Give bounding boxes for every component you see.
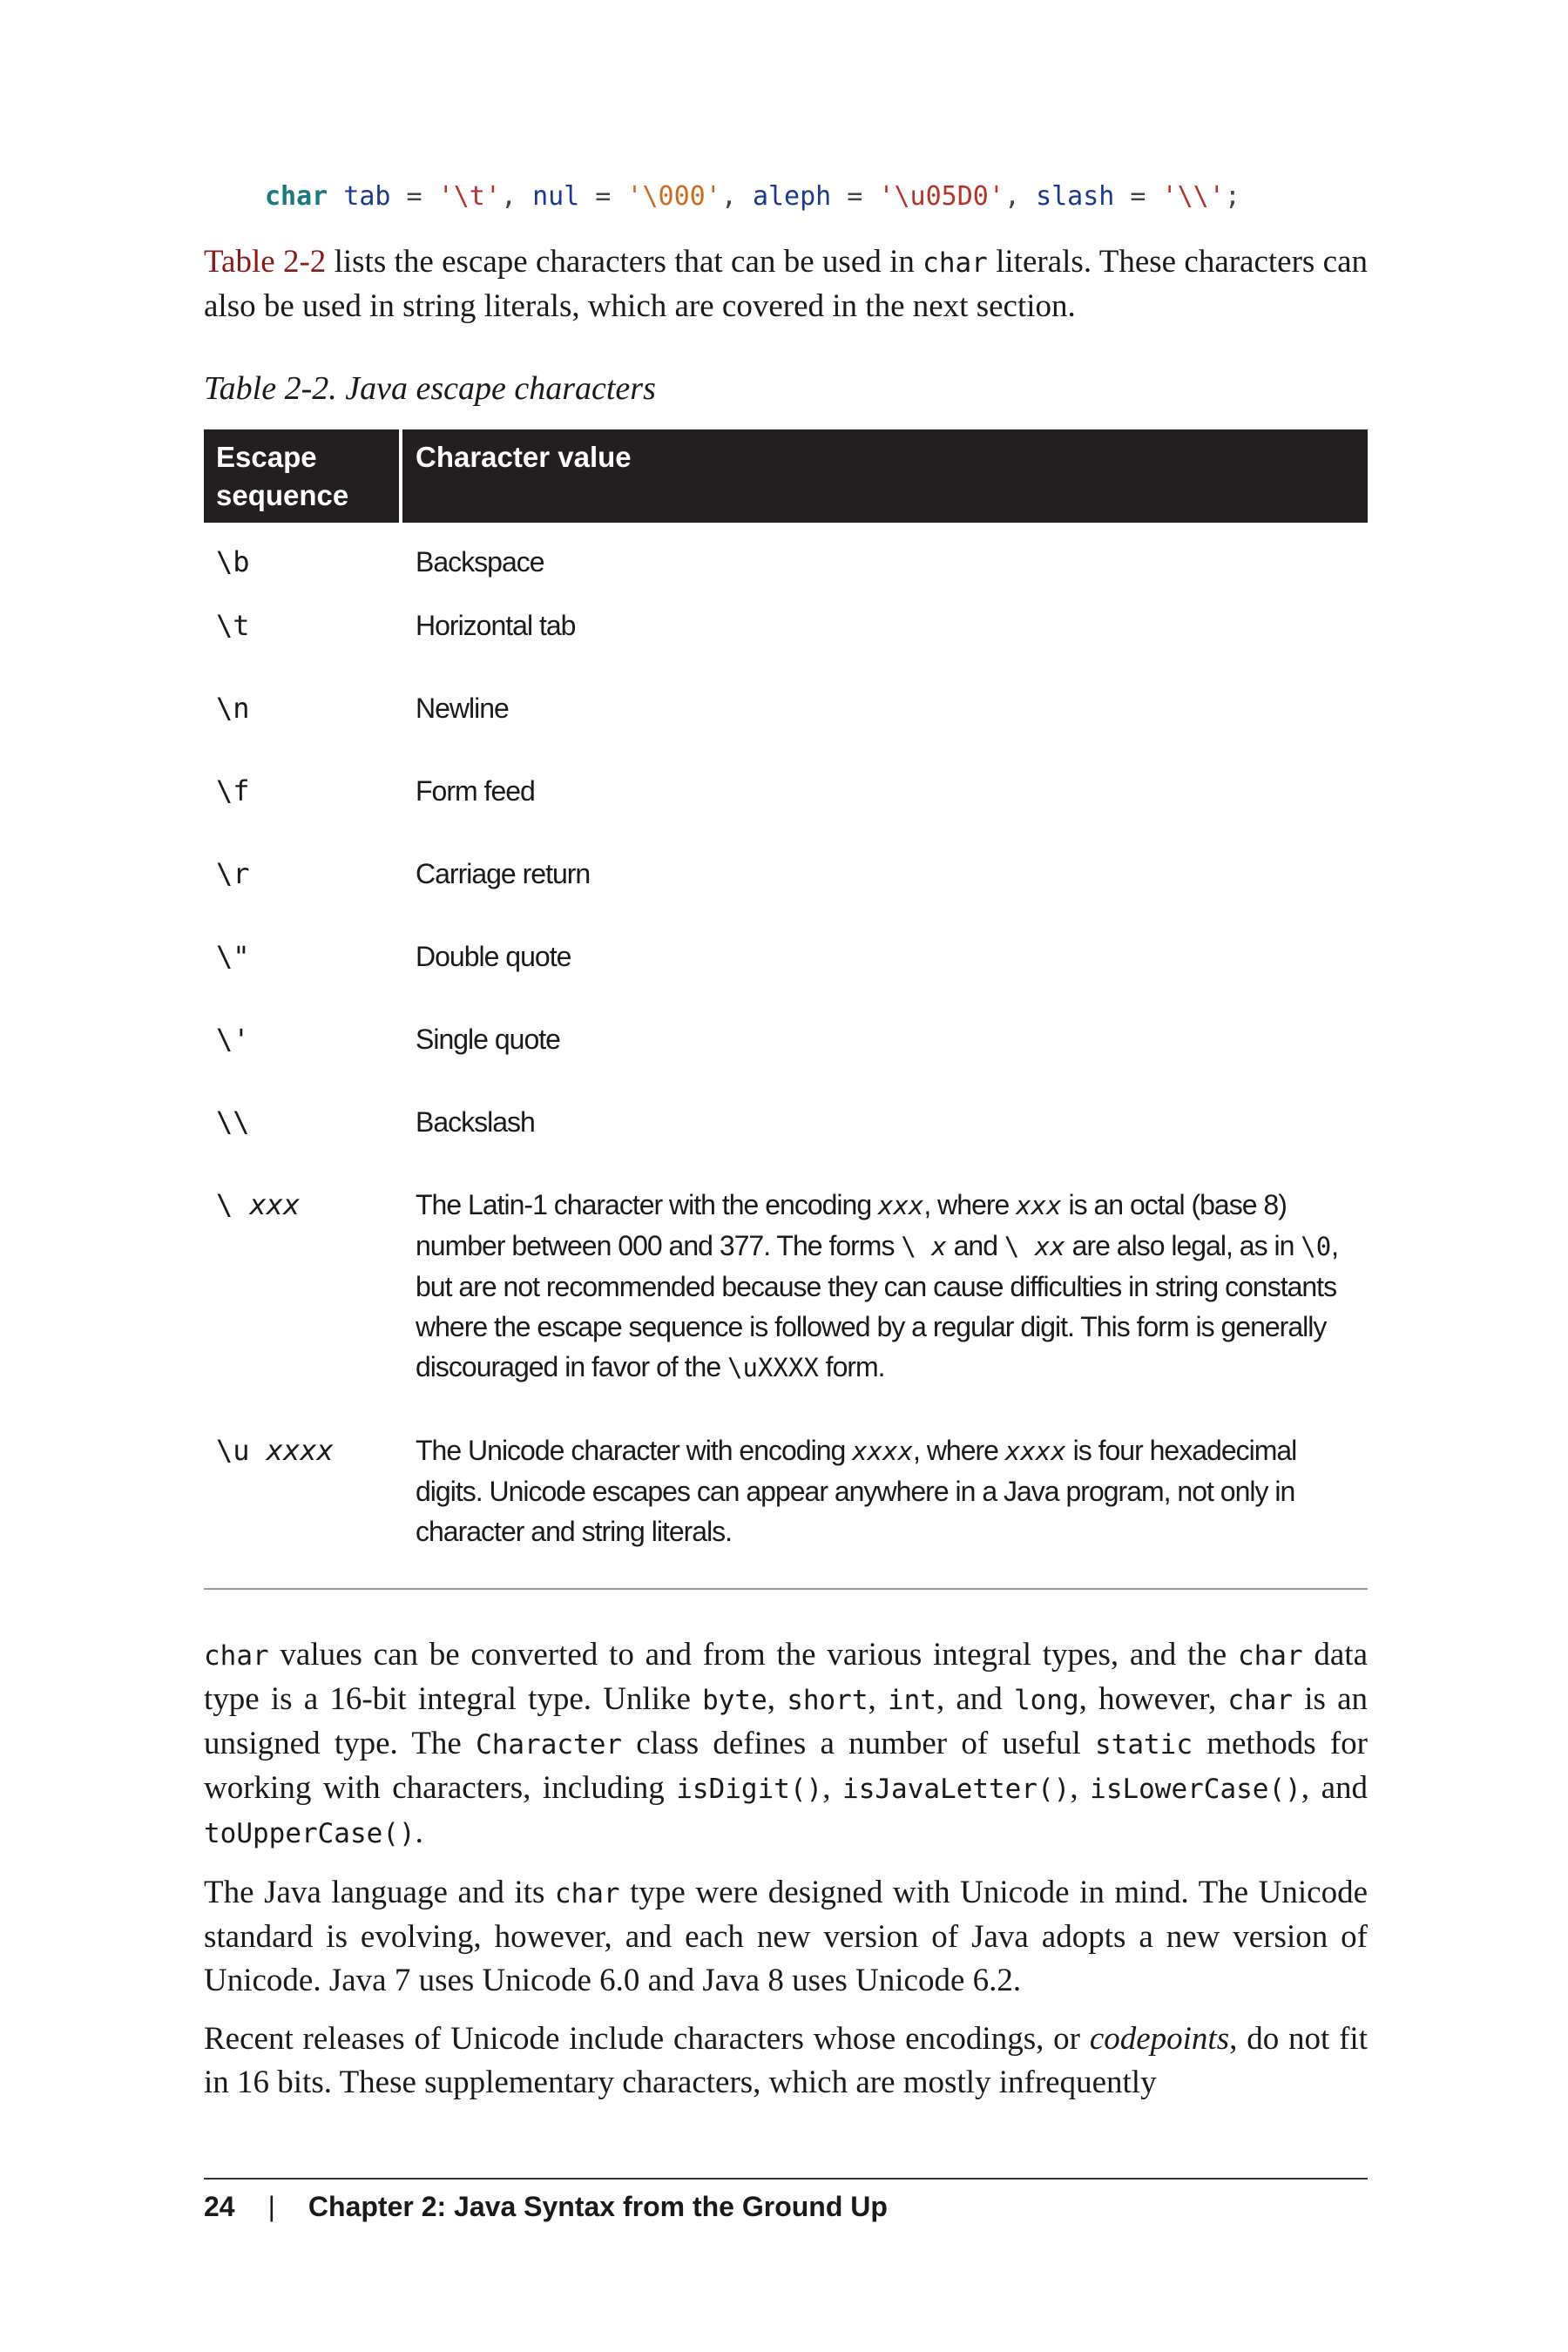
table-caption: Table 2-2. Java escape characters: [204, 370, 656, 407]
char-conversion-paragraph: char values can be converted to and from the various integral types, and the char data type is a 16-bit integral type. Unlike byte, short, int, and long, however, char is an unsigned type. The Character class defines a number of useful static methods for working with characters, including isDigit(), isJavaLetter(), isLowerCase(), and toUpperCase().: [204, 1637, 1369, 1850]
table-bottom-rule: [204, 1588, 1368, 1590]
header-escape-sequence: Escape sequence: [216, 441, 349, 511]
chapter-title: Chapter 2: Java Syntax from the Ground Up: [308, 2191, 888, 2222]
code-example: char tab = '\t', nul = '\000', aleph = '\u05D0', slash = '\\';: [265, 181, 1240, 212]
page-footer: [204, 2191, 888, 2223]
table-row-unicode: \u xxxx The Unicode character with encoding xxxx, where xxxx is four hexadecimal digits. Unicode escapes can appear anywhere in a Java program, not only in character and string literals.: [216, 1434, 1297, 1547]
table-row: \" Double quote: [216, 940, 571, 973]
page-number: 24: [204, 2191, 235, 2222]
supplementary-characters-paragraph: Recent releases of Unicode include characters whose encodings, or codepoints, do not fit in 16 bits. These supplementary characters, which are mostly infrequently: [204, 2021, 1368, 2100]
header-character-value: Character value: [416, 441, 632, 473]
table-2-2-link[interactable]: Table 2-2: [204, 244, 327, 280]
table-row: \t Horizontal tab: [216, 609, 576, 642]
table-row: \b Backspace: [216, 545, 544, 578]
table-header: [204, 429, 1368, 523]
table-row: \' Single quote: [216, 1023, 560, 1056]
table-row: \\ Backslash: [216, 1105, 535, 1139]
table-row-octal: \ xxx The Latin-1 character with the encoding xxx, where xxx is an octal (base 8) number between 000 and 377. The forms \ x and \ xx are also legal, as in \0, but are not recommended because they can cause difficulties in string constants where the escape sequence is followed by a regular digit. This form is generally discouraged in favor of the \uXXXX form.: [216, 1188, 1339, 1382]
table-row: \n Newline: [216, 692, 509, 725]
table-row: \f Form feed: [216, 774, 535, 808]
table-row: \r Carriage return: [216, 857, 591, 890]
footer-rule: [204, 2178, 1368, 2180]
escape-characters-table: [204, 429, 1368, 1552]
footer-separator: |: [267, 2191, 275, 2222]
unicode-design-paragraph: The Java language and its char type were designed with Unicode in mind. The Unicode standard is evolving, however, and each new version of Java adopts a new version of Unicode. Java 7 uses Unicode 6.0 and Java 8 uses Unicode 6.2.: [204, 1875, 1368, 1998]
intro-paragraph: Table 2-2 lists the escape characters that can be used in char literals. These characters can also be used in string literals, which are covered in the next section.: [204, 244, 1368, 324]
